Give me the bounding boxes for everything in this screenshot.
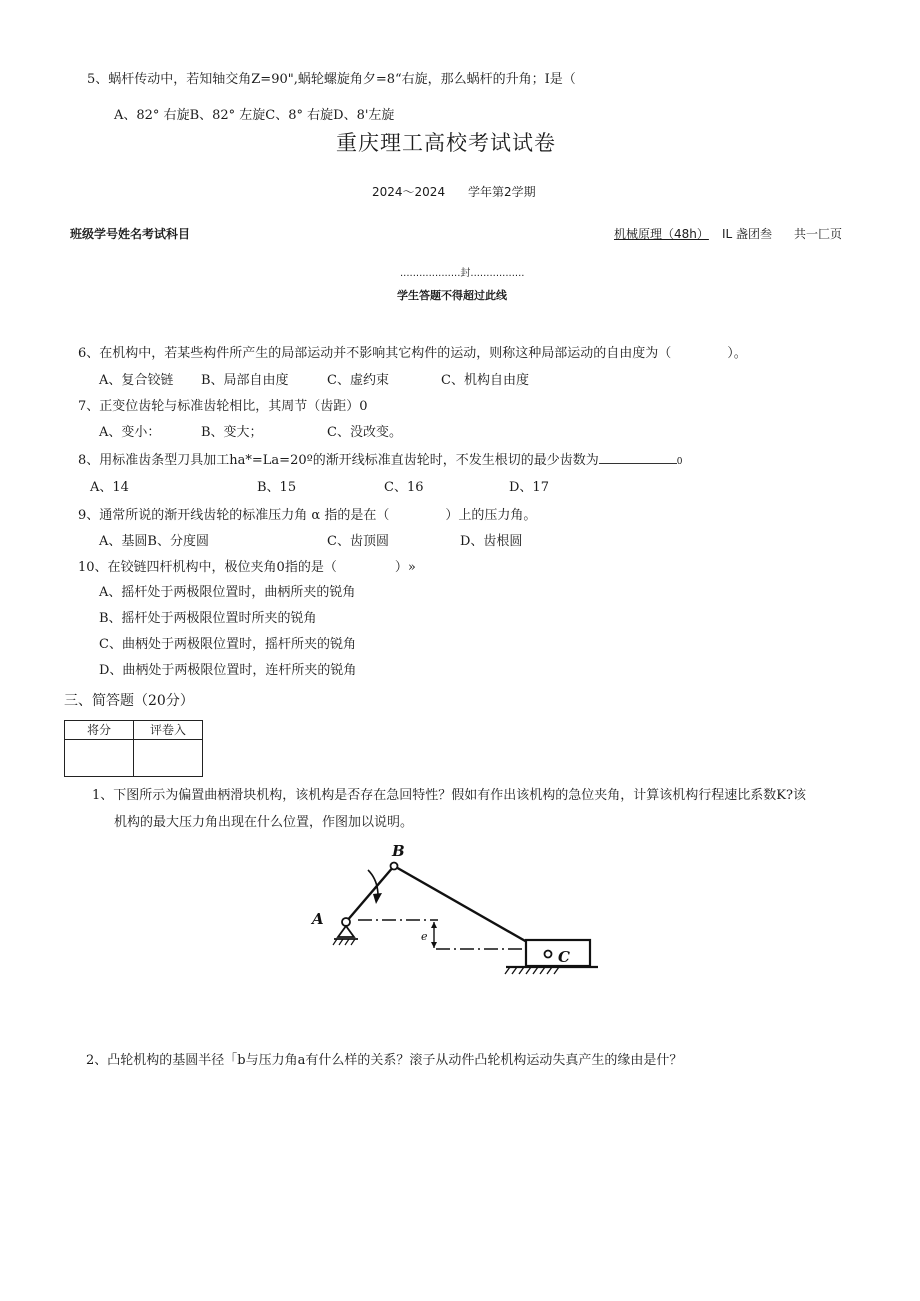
slider-crank-figure [310,838,610,978]
q7-stem: 7、正变位齿轮与标准齿轮相比，其周节（齿距）0 [78,399,368,414]
student-info-label: 班级学号姓名考试科目 [70,227,191,241]
q8-option-c: C、16 [384,480,424,495]
short-question-1-line-1: 1、下图所示为偏置曲柄滑块机构，该机构是否存在急回特性？假如有作出该机构的急位夹角，计算该机构行程速比系数K?该 [92,788,806,803]
term-label: 学年第2学期 [468,185,536,199]
q10-option-a: A、摇杆处于两极限位置时，曲柄所夹的锐角 [99,585,356,600]
q9-stem-text: 9、通常所说的渐开线齿轮的标准压力角 α 指的是在（ [78,508,390,523]
short-question-2: 2、凸轮机构的基圆半径「b与压力角a有什么样的关系？滚子从动件凸轮机构运动失真产生的缘由是什？ [86,1053,683,1068]
q5-stem: 5、蜗杆传动中，若知轴交角Z=90",蜗轮螺旋角夕=8“右旋，那么蜗杆的升角；I是（ [87,72,576,87]
q7-option-a: A、变小： [99,425,161,440]
section-3-heading: 三、简答题（20分） [64,693,194,709]
q8-stem-text: 8、用标准齿条型刀具加工ha*=La=20º的渐开线标准直齿轮时，不发生根切的最少齿数为 [78,453,599,468]
score-table [64,720,203,777]
page-count: 共一匚页 [794,227,843,241]
q9-option-c: C、齿顶圆 [327,534,389,549]
grader-header: 评卷入 [134,721,203,740]
q8-option-d: D、17 [509,480,549,495]
q9-stem [78,508,536,524]
paper-code: IL 盏团叁 [722,227,773,241]
q10-option-b: B、摇杆处于两极限位置时所夹的锐角 [99,611,317,626]
q9-stem-end: ）上的压力角。 [445,508,537,523]
q6-option-b: B、局部自由度 [201,373,289,388]
course-name: 机械原理（48h） [614,227,709,241]
q8-answer-blank [599,451,677,464]
grader-cell[interactable] [134,740,203,777]
q6-option-c: C、虚约束 [327,373,389,388]
q9-option-d: D、齿根圆 [460,534,523,549]
label-a: A [312,910,324,928]
label-c: C [558,948,570,966]
q10-stem-text: 10、在铰链四杆机构中，极位夹角0指的是（ [78,560,337,575]
seal-note: 学生答题不得超过此线 [397,289,507,302]
seal-line: ...................封................. [400,268,525,279]
crank-link [346,866,394,922]
q9-option-ab: A、基圆B、分度圆 [99,534,209,549]
q6-stem-end: ）。 [727,346,747,361]
q8-option-a: A、14 [90,480,129,495]
score-header: 将分 [65,721,134,740]
q6-option-d: C、机构自由度 [441,373,529,388]
term-years: 2024～2024 [372,185,446,199]
q7-option-b: B、变大； [201,425,263,440]
joint-b [391,863,398,870]
label-b: B [392,842,405,860]
q6-stem-text: 6、在机构中，若某些构件所产生的局部运动并不影响其它构件的运动，则称这种局部运动的自由度为（ [78,346,672,361]
q10-stem [78,560,416,576]
q10-option-d: D、曲柄处于两极限位置时，连杆所夹的锐角 [99,663,357,678]
label-e: e [421,930,428,943]
pivot-a [333,918,358,945]
joint-c [545,951,552,958]
q6-stem [78,346,747,362]
q8-option-b: B、15 [257,480,297,495]
q7-option-c: C、没改变。 [327,425,402,440]
q8-stem-end: 0 [676,457,683,467]
short-question-1-line-2: 机构的最大压力角出现在什么位置，作图加以说明。 [114,815,414,830]
q5-options: A、82° 右旋B、82° 左旋C、8° 右旋D、8'左旋 [114,108,395,123]
q6-option-a: A、复合铰链 [99,373,174,388]
score-cell[interactable] [65,740,134,777]
q8-stem [78,451,682,470]
exam-title: 重庆理工高校考试试卷 [336,131,556,155]
q10-option-c: C、曲柄处于两极限位置时，摇杆所夹的锐角 [99,637,356,652]
q10-stem-end: ）» [394,560,416,575]
